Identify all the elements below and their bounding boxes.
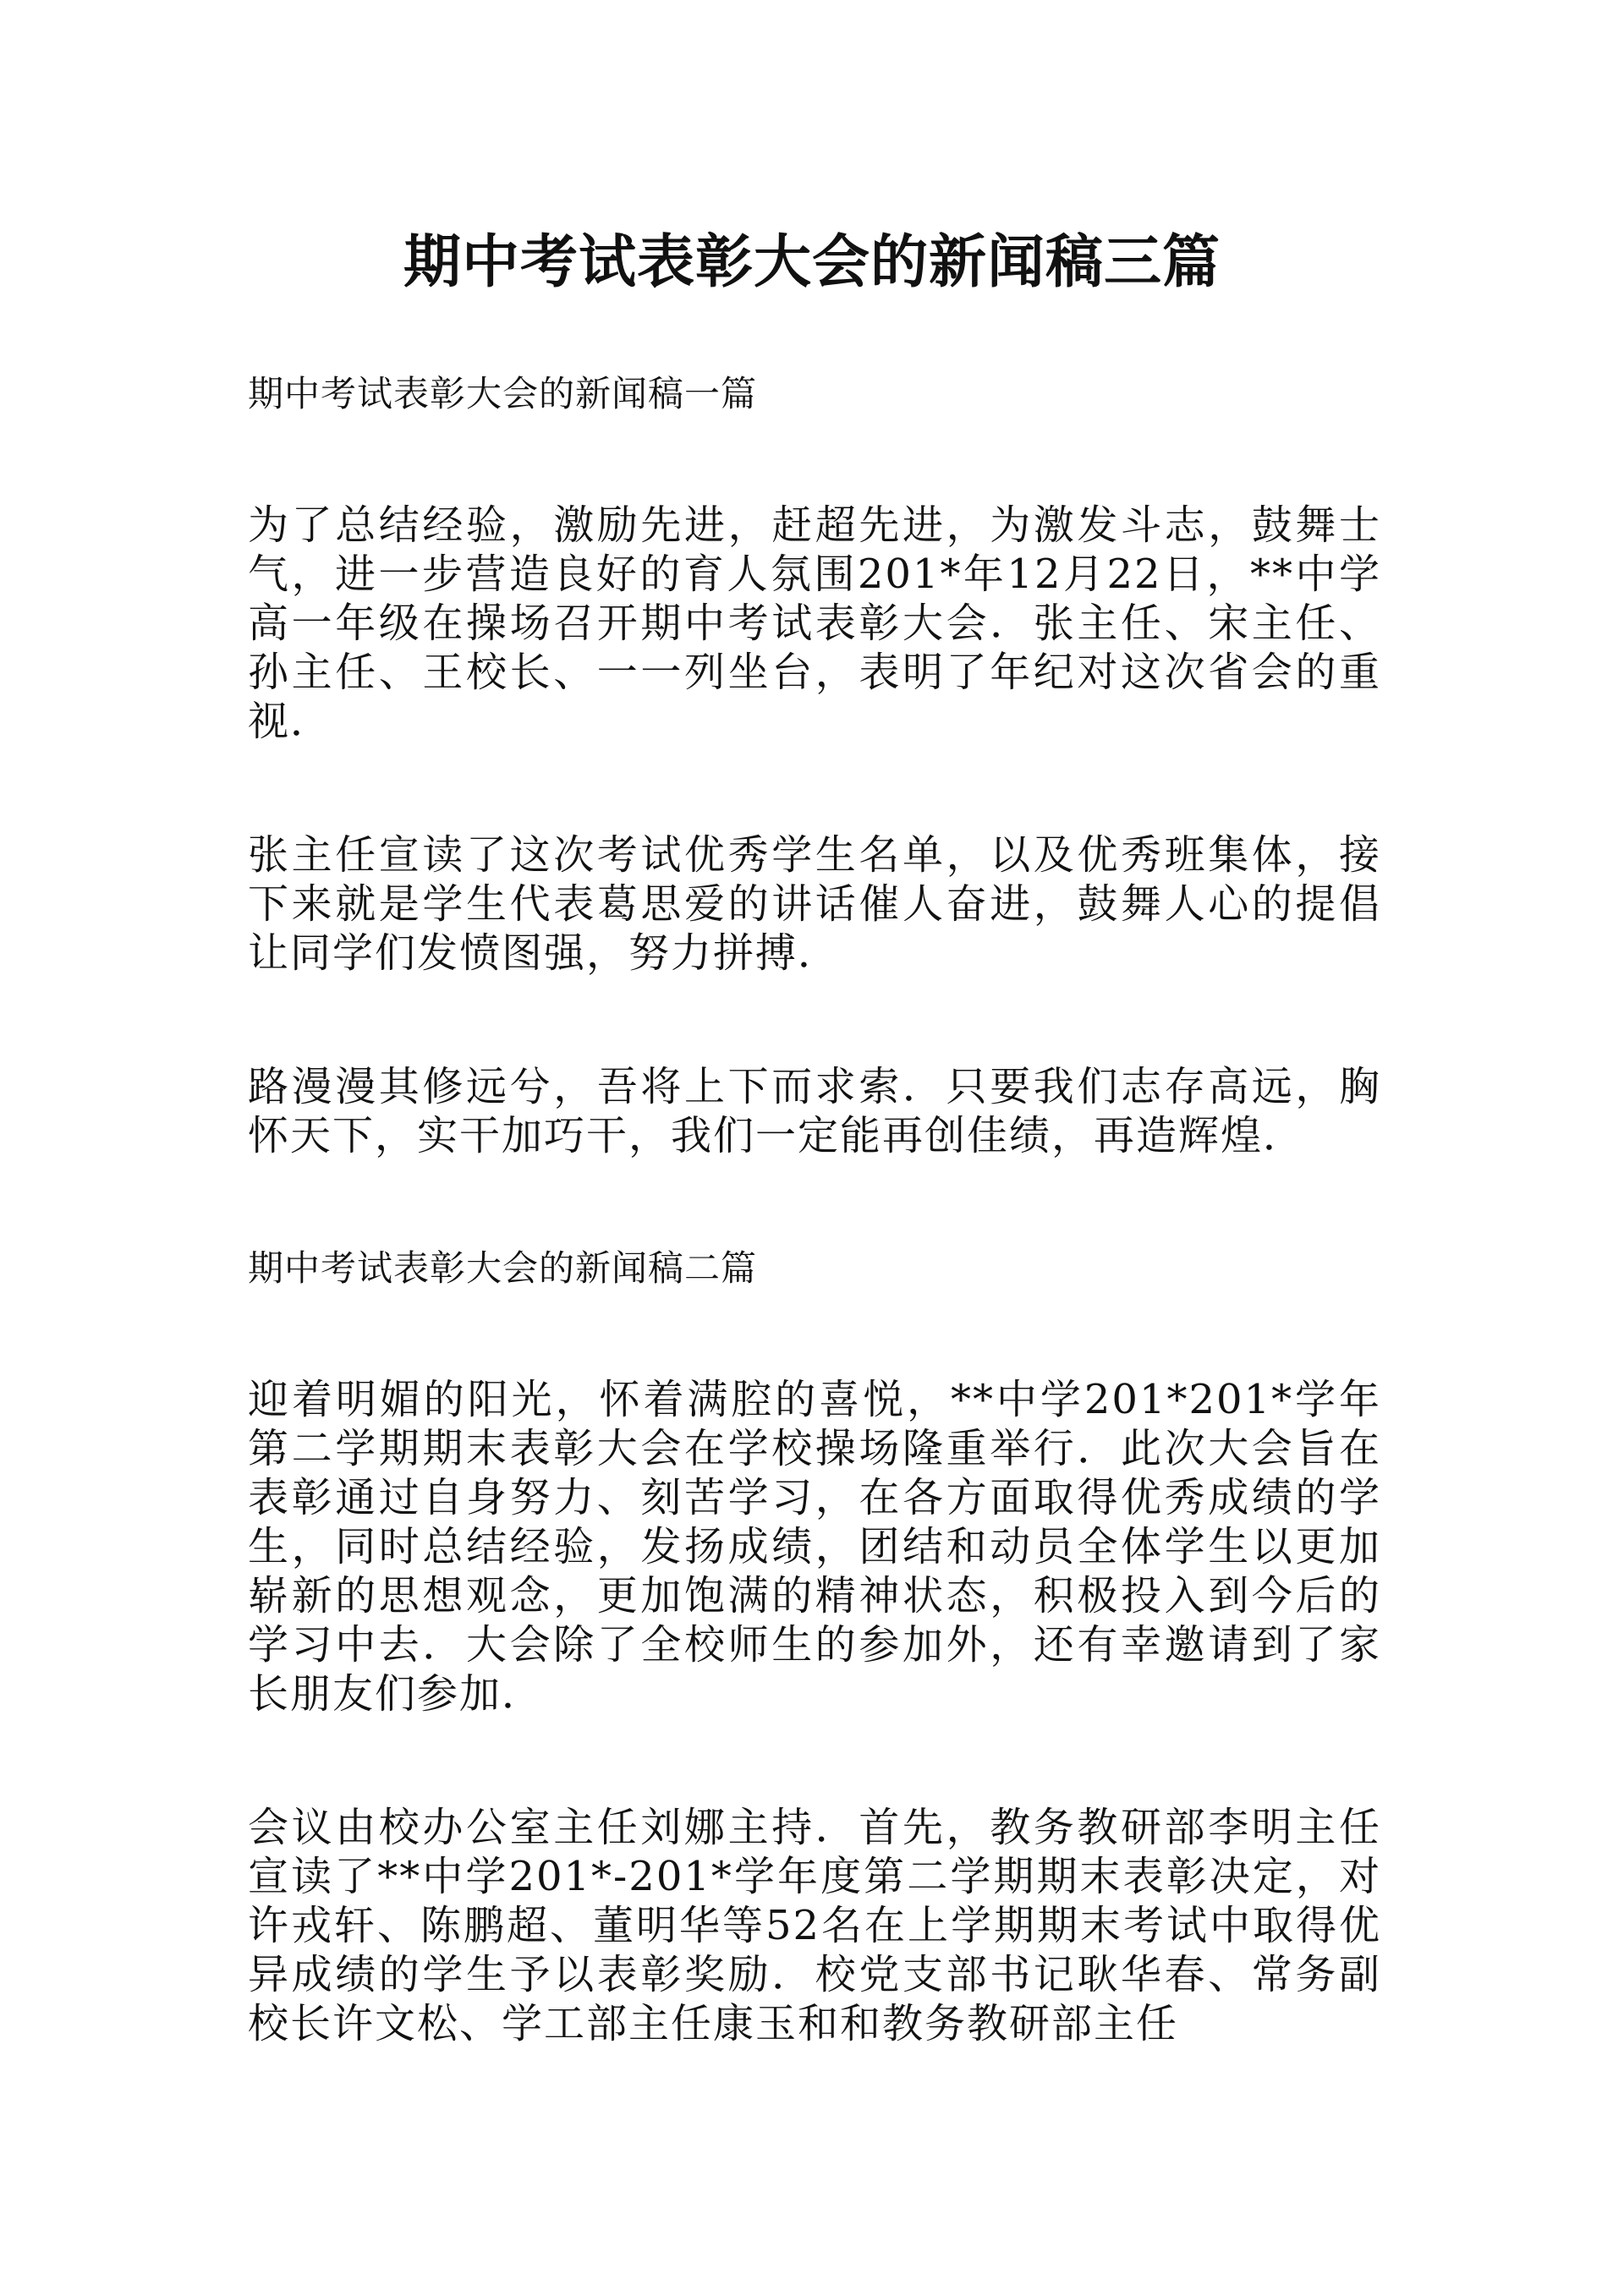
- section-heading: 期中考试表彰大会的新闻稿一篇: [248, 373, 758, 414]
- paragraph: 张主任宣读了这次考试优秀学生名单，以及优秀班集体，接下来就是学生代表葛思爱的讲话催人奋进，鼓舞人心的提倡让同学们发愤图强，努力拼搏．: [248, 831, 1381, 977]
- paragraph: 迎着明媚的阳光，怀着满腔的喜悦，**中学201*201*学年第二学期期末表彰大会在学校操场隆重举行．此次大会旨在表彰通过自身努力、刻苦学习，在各方面取得优秀成绩的学生，同时总结经验，发扬成绩，团结和动员全体学生以更加崭新的思想观念，更加饱满的精神状态，积极投入到今后的学习中去．大会除了全校师生的参加外，还有幸邀请到了家长朋友们参加．: [248, 1376, 1381, 1718]
- section-heading: 期中考试表彰大会的新闻稿二篇: [248, 1247, 758, 1289]
- paragraph: 为了总结经验，激励先进，赶超先进，为激发斗志，鼓舞士气，进一步营造良好的育人氛围201*年12月22日，**中学高一年级在操场召开期中考试表彰大会．张主任、宋主任、孙主任、王校长、一一列坐台，表明了年纪对这次省会的重视．: [248, 501, 1381, 745]
- paragraph: 路漫漫其修远兮，吾将上下而求索．只要我们志存高远，胸怀天下，实干加巧干，我们一定能再创佳绩，再造辉煌．: [248, 1063, 1381, 1159]
- document-title: 期中考试表彰大会的新闻稿三篇: [403, 228, 1221, 296]
- document-body: [248, 370, 1381, 2048]
- paragraph: 会议由校办公室主任刘娜主持．首先，教务教研部李明主任宣读了**中学201*-201*学年度第二学期期末表彰决定，对许戎轩、陈鹏超、董明华等52名在上学期期末考试中取得优异成绩的学生予以表彰奖励．校党支部书记耿华春、常务副校长许文松、学工部主任康玉和和教务教研部主任: [248, 1804, 1381, 2047]
